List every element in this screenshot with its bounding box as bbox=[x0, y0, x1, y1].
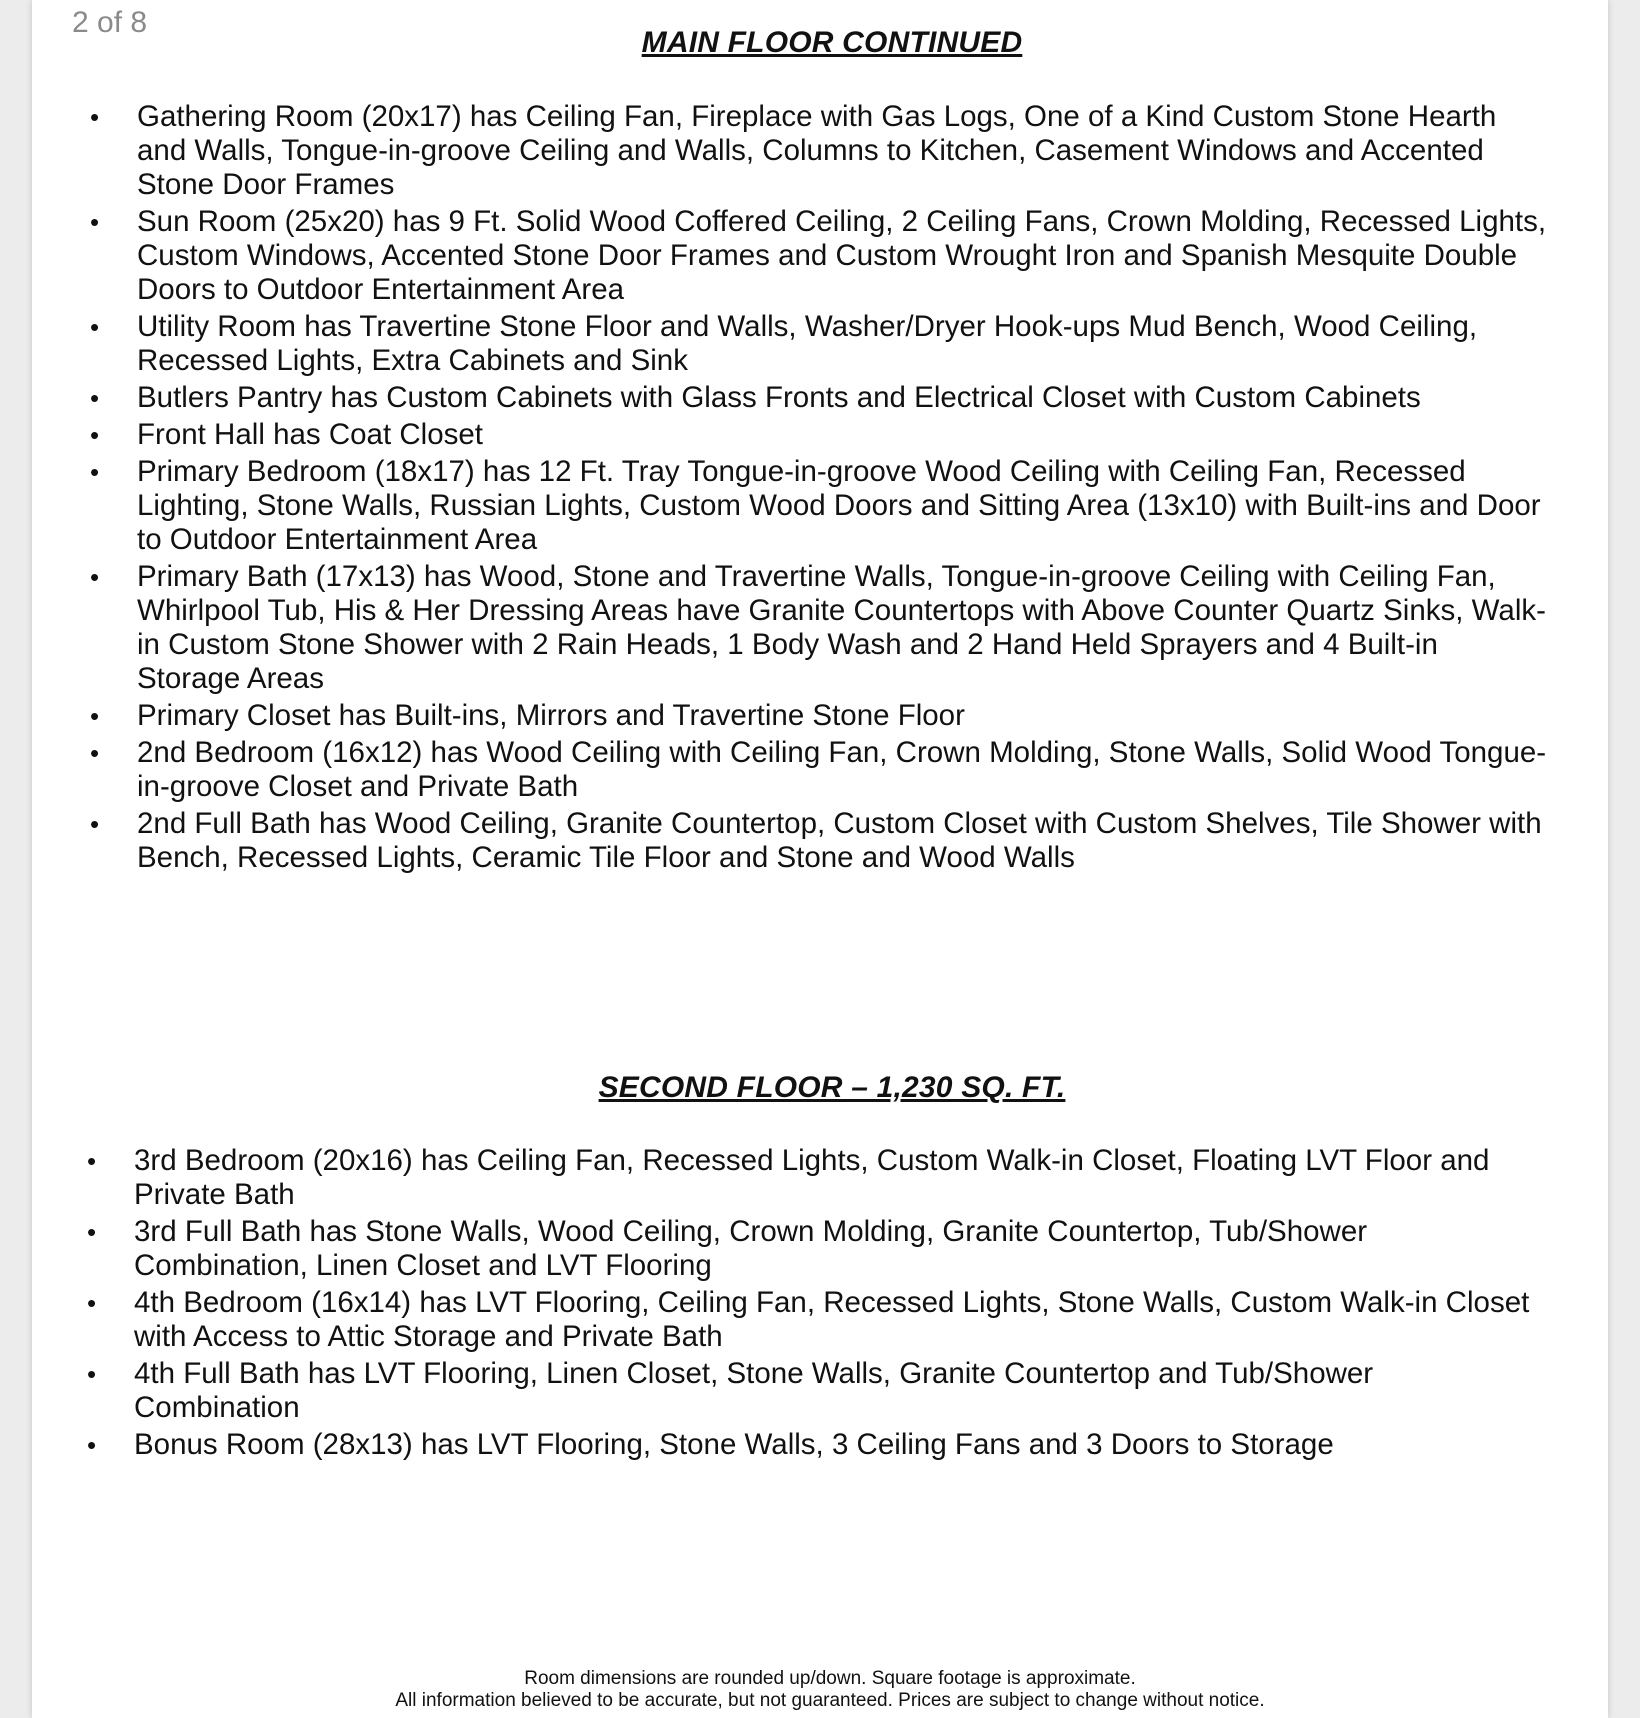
bullet-icon: • bbox=[87, 1146, 97, 1176]
bullet-icon: • bbox=[90, 102, 100, 132]
list-item bbox=[90, 560, 1547, 696]
document-page bbox=[32, 0, 1608, 1718]
list-item-text: 2nd Bedroom (16x12) has Wood Ceiling with Ceiling Fan, Crown Molding, Stone Walls, Solid Wood Tongue-in-groove Closet and Private Bath bbox=[137, 736, 1547, 803]
list-item bbox=[87, 1357, 1544, 1425]
list-item bbox=[90, 736, 1547, 804]
main-floor-feature-list bbox=[90, 100, 1547, 878]
footer-disclaimer-line-2: All information believed to be accurate, but not guaranteed. Prices are subject to change without notice. bbox=[395, 1690, 1265, 1711]
bullet-icon: • bbox=[90, 738, 100, 768]
list-item bbox=[90, 100, 1547, 202]
list-item bbox=[87, 1428, 1544, 1462]
footer-disclaimer-line-1: Room dimensions are rounded up/down. Square footage is approximate. bbox=[524, 1668, 1136, 1689]
second-floor-heading: SECOND FLOOR – 1,230 SQ. FT. bbox=[598, 1071, 1066, 1104]
list-item bbox=[90, 455, 1547, 557]
list-item-text: Sun Room (25x20) has 9 Ft. Solid Wood Coffered Ceiling, 2 Ceiling Fans, Crown Molding, Recessed Lights, Custom Windows, Accented Stone Door Frames and Custom Wrought Iron and Spanish Mesquite Double Doors to Outdoor Entertainment Area bbox=[137, 205, 1547, 306]
list-item bbox=[90, 205, 1547, 307]
page-indicator: 2 of 8 bbox=[72, 6, 148, 39]
bullet-icon: • bbox=[90, 383, 100, 413]
main-floor-heading: MAIN FLOOR CONTINUED bbox=[641, 26, 1023, 59]
list-item-text: 4th Full Bath has LVT Flooring, Linen Closet, Stone Walls, Granite Countertop and Tub/Shower Combination bbox=[134, 1357, 1374, 1424]
list-item bbox=[90, 807, 1547, 875]
bullet-icon: • bbox=[90, 562, 100, 592]
list-item bbox=[87, 1144, 1544, 1212]
bullet-icon: • bbox=[90, 420, 100, 450]
list-item bbox=[87, 1215, 1544, 1283]
list-item bbox=[87, 1286, 1544, 1354]
bullet-icon: • bbox=[90, 312, 100, 342]
list-item-text: 3rd Bedroom (20x16) has Ceiling Fan, Recessed Lights, Custom Walk-in Closet, Floating LVT Floor and Private Bath bbox=[134, 1144, 1490, 1211]
list-item-text: Primary Closet has Built-ins, Mirrors and Travertine Stone Floor bbox=[137, 699, 965, 732]
list-item-text: Utility Room has Travertine Stone Floor and Walls, Washer/Dryer Hook-ups Mud Bench, Wood Ceiling, Recessed Lights, Extra Cabinets and Sink bbox=[137, 310, 1478, 377]
bullet-icon: • bbox=[87, 1288, 97, 1318]
list-item-text: 2nd Full Bath has Wood Ceiling, Granite Countertop, Custom Closet with Custom Shelves, Tile Shower with Bench, Recessed Lights, Ceramic Tile Floor and Stone and Wood Walls bbox=[137, 807, 1542, 874]
bullet-icon: • bbox=[90, 809, 100, 839]
bullet-icon: • bbox=[87, 1430, 97, 1460]
list-item-text: Bonus Room (28x13) has LVT Flooring, Stone Walls, 3 Ceiling Fans and 3 Doors to Storage bbox=[134, 1428, 1334, 1461]
list-item-text: Front Hall has Coat Closet bbox=[137, 418, 483, 451]
bullet-icon: • bbox=[87, 1359, 97, 1389]
list-item-text: Primary Bath (17x13) has Wood, Stone and Travertine Walls, Tongue-in-groove Ceiling with Ceiling Fan, Whirlpool Tub, His & Her Dressing Areas have Granite Countertops with Above Counter Quartz Sinks, Walk-in Custom Stone Shower with 2 Rain Heads, 1 Body Wash and 2 Hand Held Sprayers and 4 Built-in Storage Areas bbox=[137, 560, 1546, 695]
list-item bbox=[90, 381, 1547, 415]
bullet-icon: • bbox=[90, 457, 100, 487]
bullet-icon: • bbox=[90, 207, 100, 237]
bullet-icon: • bbox=[90, 701, 100, 731]
second-floor-feature-list bbox=[87, 1144, 1544, 1465]
list-item-text: 4th Bedroom (16x14) has LVT Flooring, Ceiling Fan, Recessed Lights, Stone Walls, Custom Walk-in Closet with Access to Attic Storage and Private Bath bbox=[134, 1286, 1530, 1353]
list-item-text: Gathering Room (20x17) has Ceiling Fan, Fireplace with Gas Logs, One of a Kind Custom Stone Hearth and Walls, Tongue-in-groove Ceiling and Walls, Columns to Kitchen, Casement Windows and Accented Stone Door Frames bbox=[137, 100, 1497, 201]
list-item-text: 3rd Full Bath has Stone Walls, Wood Ceiling, Crown Molding, Granite Countertop, Tub/Shower Combination, Linen Closet and LVT Flooring bbox=[134, 1215, 1368, 1282]
list-item bbox=[90, 418, 1547, 452]
list-item-text: Butlers Pantry has Custom Cabinets with Glass Fronts and Electrical Closet with Custom Cabinets bbox=[137, 381, 1421, 414]
list-item bbox=[90, 699, 1547, 733]
list-item-text: Primary Bedroom (18x17) has 12 Ft. Tray Tongue-in-groove Wood Ceiling with Ceiling Fan, Recessed Lighting, Stone Walls, Russian Lights, Custom Wood Doors and Sitting Area (13x10) with Built-ins and Door to Outdoor Entertainment Area bbox=[137, 455, 1541, 556]
list-item bbox=[90, 310, 1547, 378]
bullet-icon: • bbox=[87, 1217, 97, 1247]
